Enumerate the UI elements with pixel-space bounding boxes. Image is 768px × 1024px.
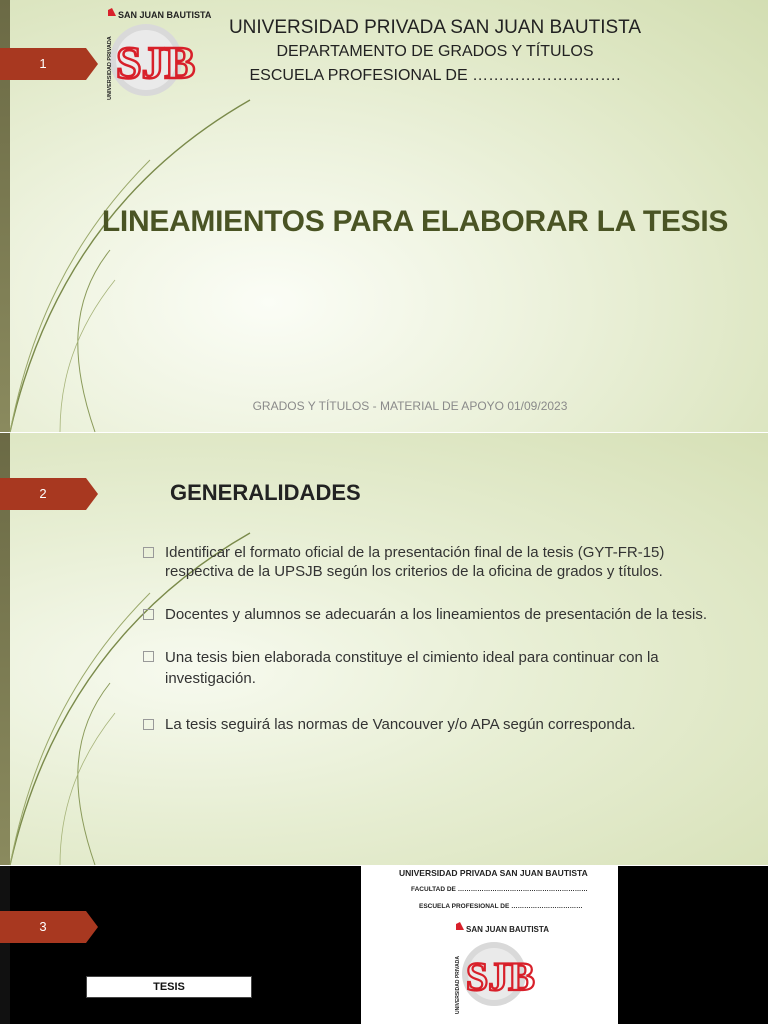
list-item: Docentes y alumnos se adecuarán a los lineamientos de presentación de la tesis. <box>143 605 715 624</box>
svg-text:UNIVERSIDAD PRIVADA: UNIVERSIDAD PRIVADA <box>107 36 113 100</box>
university-name: UNIVERSIDAD PRIVADA SAN JUAN BAUTISTA <box>228 17 642 38</box>
slide-number-badge <box>0 48 98 80</box>
list-item: Identificar el formato oficial de la presentación final de la tesis (GYT-FR-15) respectiva de la UPSJB según los criterios de la oficina de grados y títulos. <box>143 543 715 581</box>
thesis-cover-document <box>361 866 618 1024</box>
section-title: GENERALIDADES <box>170 480 361 505</box>
school-name: ESCUELA PROFESIONAL DE ………………………. <box>249 67 621 84</box>
slide-footer: GRADOS Y TÍTULOS - MATERIAL DE APOYO 01/09/2023 <box>252 399 568 413</box>
tesis-label-box: TESIS <box>86 976 252 998</box>
slide-number-badge <box>0 911 98 943</box>
department-name: DEPARTAMENTO DE GRADOS Y TÍTULOS <box>276 43 594 60</box>
doc-school: ESCUELA PROFESIONAL DE …………………………… <box>419 903 583 910</box>
slide-number: 1 <box>39 56 47 71</box>
presentation-title: LINEAMIENTOS PARA ELABORAR LA TESIS <box>101 205 729 238</box>
list-item: La tesis seguirá las normas de Vancouver y/o APA según corresponda. <box>143 715 715 734</box>
svg-text:UNIVERSIDAD PRIVADA: UNIVERSIDAD PRIVADA <box>455 956 461 1014</box>
slide-left-bar <box>0 866 10 1024</box>
slide-2 <box>0 433 768 865</box>
slide-3 <box>0 866 768 1024</box>
checkbox-bullet-icon <box>143 609 154 620</box>
checkbox-bullet-icon <box>143 719 154 730</box>
slide-1 <box>0 0 768 432</box>
university-logo <box>104 8 212 107</box>
checkbox-bullet-icon <box>143 651 154 662</box>
doc-faculty: FACULTAD DE …………………………………………………… <box>411 886 588 893</box>
doc-university-logo <box>452 922 549 1021</box>
svg-text:SJB: SJB <box>466 954 535 999</box>
slide-number-badge <box>0 478 98 510</box>
svg-text:SJB: SJB <box>116 37 196 88</box>
slide-number: 2 <box>39 486 47 501</box>
slide-number: 3 <box>39 919 47 934</box>
checkbox-bullet-icon <box>143 547 154 558</box>
svg-text:SAN JUAN BAUTISTA: SAN JUAN BAUTISTA <box>466 925 549 934</box>
bullet-list <box>143 543 715 734</box>
svg-text:SAN JUAN BAUTISTA: SAN JUAN BAUTISTA <box>118 10 212 20</box>
doc-university-name: UNIVERSIDAD PRIVADA SAN JUAN BAUTISTA <box>399 868 588 878</box>
list-item: Una tesis bien elaborada constituye el cimiento ideal para continuar con la investigación. <box>143 647 715 689</box>
